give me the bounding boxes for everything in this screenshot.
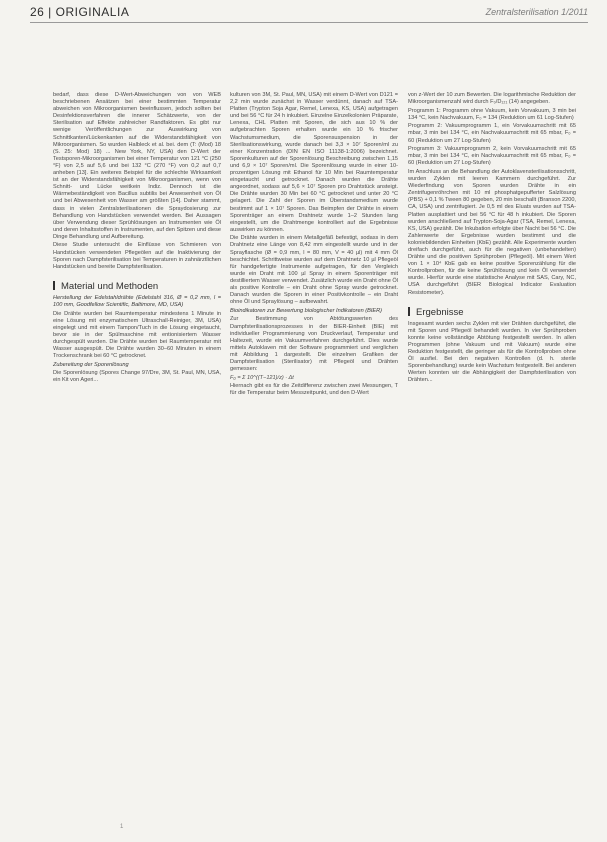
subheading: Zubereitung der Sporenlösung <box>53 361 129 368</box>
section-marker-icon <box>53 281 55 290</box>
paragraph: Hiernach gibt es für die Zeitdifferenz zwischen zwei Messungen, T für die Temperatur beim Messzeitpunkt, und den D-Wert <box>230 383 398 397</box>
section-title: Ergebnisse <box>416 306 464 318</box>
footer-mark: 1 <box>120 824 124 830</box>
paragraph: von z-Wert der 10 zum Bewerten. Die logarithmische Reduktion der Mikroorganismenzahl wird durch F₀/D₁₂₁ (14) angegeben. <box>408 92 576 106</box>
paragraph: Diese Studie untersucht die Einflüsse von Schmieren von Handstücken verwendeten Pflegeölen auf die Inaktivierung der Sporen nach Dampfsterilisation bei Temperaturen in zahnärztlichen Handstücken und bereite Dampfsterilisation. <box>53 242 221 270</box>
subheading: Herstellung der Edelstahldrähte (Edelstahl 316, Ø = 0,2 mm, l = 100 mm, Goodfellow Scientific, Baltimore, MD, USA) <box>53 294 221 308</box>
paragraph: bedarf, dass diese D-Wert-Abweichungen von von WEB beschriebenen Ansätzen bei einer bestimmten Temperatur abweichen von Mikroorganismen beeinflussen, jedoch sollten bei Desinfektionsverfahren die innerer Schätzwerte, von der Sterilisation auf Effekte zahlreicher Randfaktoren. Es gibt nur wenige Veröffentlichungen zur Auswirkung von Schnittkanten/Lückenkanten auf die Widerstandsfähigkeit von Mikroorganismen. So wurden Halbleck et al. bei. dem (T: (Mod) 18 (S. 25: Mod) 18) ... New York, NY, USA) den D-Wert der Testsporen-Mikroorganismen bei einer Temperatur von 121 °C (250 °F) von 2,5 auf 5,6 und bei 132 °C (270 °F) von 0,2 auf 0,7 anheben [13]. Ein weiteres Beispiel für die schlechte Wirksamkeit ist an der Widerstandsfähigkeit von Mikroorganismen, wenn von Schnitt- und Lücke weitkein Indiz. Dennoch ist die Wärmebeständigkeit von Bacillus subtilis bei Anwesenheit von Öl und bei Abwesenheit von Wasser am größten [14]. Daher stammt, dass in vielen Zentralsterilisationen die Spraydosierung zur Behandlung von Handstücken verwendet werden. Bei Aussagen über Verwendung dieser Sprühlösungen an Instrumenten wie Öl und deren Inhaltsstoffen in Instrumenten, auf den Spitzen und diese Dinge Behandlung und Aufbereitung. <box>53 92 221 240</box>
paragraph: Programm 1: Programm ohne Vakuum, kein Vorvakuum, 3 min bei 134 °C, kein Nachvakuum, F₀ = 134 (Reduktion um 61 Log-Stufen) <box>408 107 576 121</box>
page-number-section: 26 | ORIGINALIA <box>30 5 130 19</box>
section-heading-methods <box>53 281 221 293</box>
paragraph: Im Anschluss an die Behandlung der Autoklavensterilisationsschritt, wurden Zyklen mit leeren Kammern durchgeführt. Zur Wiederfindung von Sporen wurden Drähte in ein Zentrifugenröhrchen mit 10 ml phosphatgepufferter Salzlösung (PBS) + 0,1 % Tween 80 gegeben, 20 min beschallt (Branson 2200, CA, USA) und zentrifugiert. Je 0,5 ml des Eluats wurden auf TSA-Platten ausplattiert und bei 56 °C für 48 h inkubiert. Die Sporen wurden anschließend auf Trypton-Soja-Agar (TSA, Remel, Lenexa, KS, USA) gezählt. Die Inkubation erfolgte über Nacht bei 56 °C. Die Zahlenwerte der Ergebnisse wurden bestimmt und die koloniebildenden Einheiten (KbE) gezählt. Alle Experimente wurden dreifach durchgeführt, auch für die negativen (unbehandelten) Drähte und die positiven Sprühproben (Pflegeöl). Mit einem Wert von 1 × 10⁴ KbE gab es keine positive Sporenzählung für die Kontrollproben, für die keine Sprühlösung und kein Öl verwendet wurde. Hierfür wurde eine statistische Analyse mit SAS, Cary, NC, USA durchgeführt (BIER Biological Indicator Evaluation Resistometer). <box>408 168 576 296</box>
paragraph: Zur Bestimmung von Abtötungswerten des Dampfsterilisationsprozesses in der BIER-Einheit (BIE) mit individueller Programmierung von Druckverlauf, Temperatur und Haltezeit, wurde ein Vakuumverfahren durchgeführt. Dies wurde mittels Autoklaven mit der Software programmiert und verglichen mit Abbildung 1 dargestellt. Die einzelnen Grafiken der Dampfsterilisation (Sterilisator) mit Pflegeöl und Drähten gemessen: <box>230 316 398 373</box>
section-heading-results <box>408 307 576 319</box>
section-marker-icon <box>408 307 410 316</box>
paragraph: Die Drähte wurden bei Raumtemperatur mindestens 1 Minute in eine Lösung mit enzymatischem Ultraschall-Reiniger, 3M, USA) eingelegt und mit einem Tampon/Tuch in die Lösung eingetaucht, bevor sie in der Spülmaschine mit entionisiertem Wasser durchgespült wurden. Die Drähte wurden bei Raumtemperatur mit Wasser ausgespült. Die Drähte wurden 30–60 Minuten in einem Trockenschrank bei 60 °C getrocknet. <box>53 310 221 360</box>
paragraph: Die Drähte wurden in einem Metallgefäß befestigt, sodass in dem Drahtnetz eine Länge von 8,42 mm eingestellt wurde und in der Sprayflasche (Ø = 0,9 mm, l = 80 mm, V = 40 µl) mit 4 mm Öl beschichtet. Schrittweise wurden auf dem Drahtnetz 10 µl Pflegeöl für handgefertigte Instrumente aufgetragen, für den Vergleich wurde ein Draht mit 100 µl Spray in einem Sporenträger mit destilliertem Wasser verwendet. Zusätzlich wurde ein Draht ohne Öl als positive Kontrolle – ein Draht ohne Spray wurde getrocknet. Danach wurden die Sporen in einer Positivkontrolle – ein Draht ohne Öl und Spraylösung – aufbewahrt. <box>230 235 398 306</box>
paragraph: Die Sporenlösung (Spores Change 97/Dre, 3M, St. Paul, MN, USA, ein Kit von Ageri... <box>53 370 221 384</box>
section-title: Material und Methoden <box>61 280 159 292</box>
journal-reference: Zentralsterilisation 1/2011 <box>485 7 588 17</box>
text-column-2 <box>230 92 398 399</box>
paragraph: Programm 2: Vakuumprogramm 1, ein Vorvakuumschritt mit 65 mbar, 3 min bei 134 °C, ein Nachvakuumschritt mit 65 mbar, F₀ = 60 (Reduktion um 27 Log-Stufen) <box>408 123 576 144</box>
text-column-3 <box>408 92 576 386</box>
paragraph: Insgesamt wurden sechs Zyklen mit vier Drähten durchgeführt, die mit Sporen und Pflegeöl behandelt wurden. In vier Sprühproben konnte keine vollständige Abtötung festgestellt werden. In allen Programmen (ohne Vakuum und mit Vakuum) wurde eine Reduktion festgestellt, die geringer als für die Kontrollproben ohne Öl ausfiel. Bei den negativen Kontrollen (d. h. sterile Sporenbehandlung) wurde kein Wachstum festgestellt. Bei anderen Werten konnten wir die Abhängigkeit der Dampfsterilisation von Drähten... <box>408 320 576 384</box>
paragraph: kulturen von 3M, St. Paul, MN, USA) mit einem D-Wert von D121 = 2,2 min wurde zunächst in Wasser verdünnt, danach auf TSA-Platten (Trypton Soja Agar, Remel, Lenexa, KS, USA) aufgetragen und bei 56 °C für 24 h inkubiert. Einzelne Einzelkolonien Präparate, Lenexa, CHL Platten mit Sporen, die sich aus 10 % der aufgebrachten Sporen erhalten wurde ein 10 % frischer Wachstumsmedium, die Sporensuspension in der Sterilisationswirkung, wurde danach bei 3,3 × 10⁷ Sporen/ml zu einer Konzentration (DIN EN ISO 11138-1:2006) bezeichnet. Sporenkulturen auf der Sporenlösung Beschreibung zwischen 1,15 und 6,9 × 10⁷ Sporen/ml. Die Sporenlösung wurde in einer 10-prozentigen Lösung mit Ethanol für 10 Min bei Raumtemperatur eingetaucht und getrocknet. Danach wurden die Drähte angeordnet, sodass auf 5,6 × 10⁷ Sporen pro Drahtstück ansteigt. Die Drähte wurden 30 Min bei 60 °C getrocknet und unter 20 °C gelagert. Die Zahl der Sporen im Überstandsmedium wurde bestimmt auf 1 × 10⁷ Sporen. Das Beimpfen der Drähte in einem Sporenträger an einem Drahtnetz wurde 1–2 Stunden lang eingestellt, um die Drahtmenge kontrolliert auf die Ergebnisse auswirken zu können. <box>230 92 398 233</box>
page-header <box>30 4 588 23</box>
paragraph: Programm 3: Vakuumprogramm 2, kein Vorvakuumschritt mit 65 mbar, 3 min bei 134 °C, ein Nachvakuumschritt mit 65 mbar, F₀ = 60 (Reduktion um 27 Log-Stufen) <box>408 146 576 167</box>
text-column-1 <box>53 92 221 386</box>
subheading: Bioindikatoren zur Bewertung biologischer Indikatoren (BIER) <box>230 307 383 314</box>
formula: F₀ = Σ 10^((T−121)/z) · Δt <box>230 374 294 381</box>
